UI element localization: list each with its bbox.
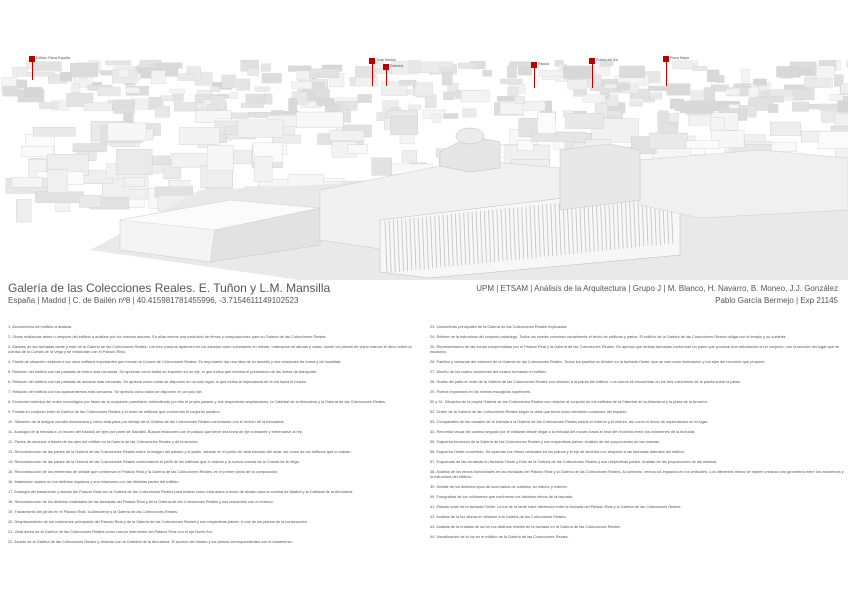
note-item: 40. Fotografías de los volúmenes que conforman los distintos ritmos de la fachada. — [430, 494, 574, 499]
note-item: 33. Comparativa de las visuales de la entrada a la Galería de las Colecciones Reales desde el exterior y el interior, así como el modo de implantación en el lugar. — [430, 419, 709, 424]
note-item: 24. Relieve de la estructura del conjunto palaciego. Todos los niveles conectan visualmente el techo de edificios y patios. El edificio de la Galería de las Colecciones Reales obliga con el templo y su cubierta. — [430, 334, 787, 339]
note-item: 8. Evolución histórica del orden cronológico por fases de la ocupación parcelaria, entendiendo por ello el propio palacio y sus respectivas ampliaciones, la Catedral de la Almudena y la Galería de las Colecciones Reales. — [8, 399, 387, 404]
note-item: 3. Alzados de las fachadas oeste y este de la Galería de las Colecciones Reales. Los tres cuerpos aparecen en los alzados como volúmenes en hileras, ordenados en alturas y cotas, donde los planos de vidrio marcan el ritmo sobre la cornisa de la Cuesta de la Vega y se relacionan con el Palacio Real. — [8, 344, 412, 354]
note-item: 5. Relación del edificio con las paradas de metro más cercanas. Se aprecian cómo todas se imponen en un eje, lo que indica que domina el predominio de las líneas de transporte. — [8, 369, 318, 374]
note-item: 25. Representación de las zonas comprendidas por el Palacio Real y la Galería de las Colecciones Reales. Se aprecia que ambas fachadas conforman un plano que produce una articulación en el conjunto, con la sección del lugar que se escalona. — [430, 344, 840, 354]
note-item: 20. Desplazamiento de los volúmenes principales del Palacio Real y de la Galería de las Colecciones Reales y sus respectivas partes. A raíz de los planos de la construcción. — [8, 519, 309, 524]
note-item: 10. Situación de la antigua muralla musulmana y cómo esta pasa por debajo de la Galería de las Colecciones Reales conectando con el recinto de la Almudena. — [8, 419, 285, 424]
note-item: 38. Análisis de los ritmos horizontales en las fachadas del Palacio Real y la Galería de las Colecciones Reales. Al contrario, vemos los espacios en los verticales. Los diferentes ritmos se repiten creando una geometría entre los volúmenes y la estructura del edificio. — [430, 469, 844, 479]
note-item: 21. Vista aérea de la Galería de las Colecciones Reales como cuerpo intermedio del Palacio Real con el eje Norte-Sur. — [8, 529, 213, 534]
note-item: 41. Estudio solar de la fachada Oeste. La luz de la tarde hace diferencia entre la fachada del Palacio Real y la Galería de las Colecciones Reales. — [430, 504, 682, 509]
notes-column-left — [8, 324, 423, 594]
author-info: Pablo García Bermejo | Exp 21145 — [715, 296, 838, 305]
note-item: 6. Relación del edificio con las paradas de autobús más cercanas. Se aprecia cómo todas se disponen en un solo lugar, lo que indica la importancia de la vía hacia el museo. — [8, 379, 308, 384]
note-item: 44. Visualización de la luz en el edificio de la Galería de las Colecciones Reales. — [430, 534, 569, 539]
note-item: 22. Alzado de la Galería de las Colecciones Reales y relación con la Catedral de la Almudena. El acceso del museo y los planos correspondientes con el basamento. — [8, 539, 293, 544]
city-axonometric-render: Edificio Plaza España Torre Madrid Catedral Palacio Puerta del Sol Plaza Mayor — [0, 40, 848, 280]
note-item: 39. Detalle de los distintos tipos de lucernarios de cubierta, su interior y exterior. — [430, 484, 568, 489]
project-location: España | Madrid | C. de Bailén nº8 | 40.415981781455996, -3.7154611149102523 — [8, 296, 299, 305]
note-item: 43. Análisis de la entrada de luz en los distintos niveles de la fachada en la Galería de las Colecciones Reales. — [430, 524, 621, 529]
course-info: UPM | ETSAM | Análisis de la Arquitectura | Grupo J | M. Blanco, H. Navarro, B. Moneo, J.J. González — [476, 284, 838, 293]
note-item: 1. Axonometría del edificio a analizar. — [8, 324, 73, 329]
right-blocks — [640, 150, 848, 218]
note-item: 27. Diseño de los cuatro volúmenes del museo formando el edificio. — [430, 369, 547, 374]
note-item: 37. Esquemas de las ventanas en fachada Oeste y Este de la Galería de las Colecciones Reales y sus respectivas partes. Análisis de las proporciones de las mismas. — [430, 459, 718, 464]
note-item: 42. Análisis de la luz diurna en relación a la Galería de las Colecciones Reales. — [430, 514, 567, 519]
note-item: 30 y 31. Situación de la propia Galería de las Colecciones Reales con relación al conjunto de los edificios de la Catedral de la Almudena y la plaza de la Armería. — [430, 399, 708, 404]
note-item: 32. Orden de la Galería de las Colecciones Reales según la vista que tenía como elemento conductor del espacio. — [430, 409, 628, 414]
note-item: 13. Reconstrucción de las partes de la Galería de las Colecciones Reales sobre la imagen del palacio y el jardín, situado en el punto de vista elevado del solar, así como de los edificios que lo rodean. — [8, 449, 352, 454]
note-item: 35. Esquema funcional de la Galería de las Colecciones Reales y sus respectivas partes. Análisis de las proporciones de las mismas. — [430, 439, 661, 444]
note-item: 34. Recorrido visual del camino seguido por el visitante desde llegar a la entrada del museo hasta el final del recorrido entre los volúmenes de la fachada. — [430, 429, 696, 434]
note-item: 14. Reconstrucción de las partes de la Galería de las Colecciones Reales conformando el perfil de los edificios que lo rodean y la nueva cornisa de la Cuesta de la Vega. — [8, 459, 300, 464]
note-item: 18. Reconstrucción de los distintos materiales de las fachadas del Palacio Real y de la Galería de las Colecciones Reales y sus relaciones con el entorno. — [8, 499, 274, 504]
note-item: 7. Relación del edificio con los aparcamientos más cercanos. Se aprecia cómo todos se disponen en un solo eje. — [8, 389, 203, 394]
note-item: 12. Partes de accesos a través de los ejes del edificio en la Galería de las Colecciones Reales y de la sección. — [8, 439, 199, 444]
note-item: 26. Pasillos y ventanas del volumen de la Galería de las Colecciones Reales. Todos los pasillos se dividen en la fachada Oeste, que se usa como iluminación y los ejes del recorrido que propone. — [430, 359, 766, 364]
note-item: 9. Puesta en conjunto entre la Galería de las Colecciones Reales y el resto de edificios que conforman el conjunto palatino. — [8, 409, 221, 414]
notes-column-right — [430, 324, 845, 594]
note-item: 28. Huella del patio al norte de la Galería de las Colecciones Reales con relación a la planta del edificio. Los muros se encuentran en los tres volúmenes de la planta sobre la plaza. — [430, 379, 741, 384]
note-item: 2. Obras realizadas antes o después del edificio a analizar por los mismos autores. En ellas vemos una evolución de ritmos y composiciones para su Galería de las Colecciones Reales. — [8, 334, 327, 339]
render-svg — [0, 40, 848, 280]
project-title: Galería de las Colecciones Reales. E. Tuñon y L.M. Mansilla — [8, 281, 331, 295]
note-item: 11. Analogía de la entrada a un museo del trazado de ejes por parte de Sabatini. Buscar relaciones con el palacio que tiene una línea de eje constante y enfrentarse al rey. — [8, 429, 303, 434]
note-item: 23. Volumetrías principales de la Galería de las Colecciones Reales explicadas. — [430, 324, 568, 329]
note-item: 17. Analogía del basamento y alzado del Palacio Real con la Galería de las Colecciones Reales para ilustrar cómo esta actúa a modo de alzado para la cornisa de Madrid y la Catedral de la Almudena. — [8, 489, 354, 494]
note-item: 36. Esquema Oeste convertido. Se aprecian los ritmos verticales en los planos y el eje de simetría con respecto a las fachadas laterales del edificio. — [430, 449, 686, 454]
title-block — [0, 280, 848, 310]
note-item: 4. Planta de situación respecto a los otros edificios importantes que forman la Corona de Colecciones Reales. Es importante dar una idea de su tamaño y sus relaciones de forma y de localidad. — [8, 359, 342, 364]
note-item: 29. Puntos expuestos en los niveles escogidos superiores. — [430, 389, 532, 394]
note-item: 19. Trazamiento del jardín en el Palacio Real, la Almudena y la Galería de las Colecciones Reales. — [8, 509, 178, 514]
note-item: 15. Reconstrucción de los elementos de detalle que conforman el Palacio Real y la Galería de las Colecciones Reales, en el primer plano de la composición. — [8, 469, 279, 474]
note-item: 16. Materiales usados en los distintos espacios y sus relaciones con las distintas partes del edificio. — [8, 479, 180, 484]
